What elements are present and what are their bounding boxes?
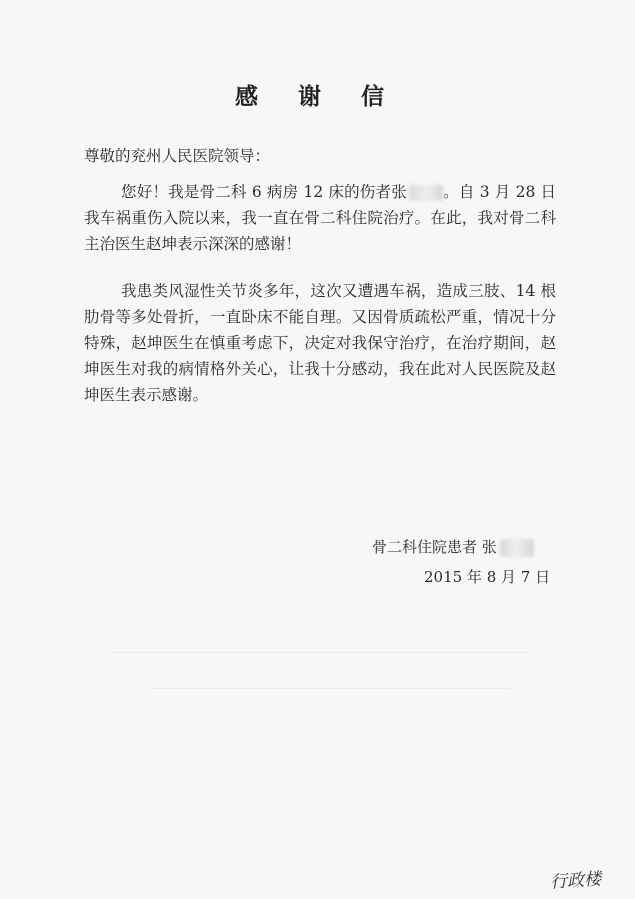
signature-line — [372, 536, 534, 557]
salutation: 尊敬的兖州人民医院领导： — [84, 147, 271, 165]
paragraph-1 — [84, 179, 556, 257]
paragraph-2: 我患类风湿性关节炎多年，这次又遭遇车祸，造成三肢、14 根肋骨等多处骨折，一直卧床不能自理。又因骨质疏松严重，情况十分特殊，赵坤医生在慎重考虑下，决定对我保守治疗，在治疗期间，赵坤医生对我的病情格外关心，让我十分感动，我在此对人民医院及赵坤医生表示感谢。 — [84, 282, 556, 404]
paragraph-1-text-end: 。自 3 月 28 日我车祸重伤入院以来，我一直在骨二科住院治疗。在此，我对骨二科主治医生赵坤表示深深的感谢！ — [84, 183, 556, 253]
signer-label: 骨二科住院患者 张 — [372, 538, 497, 556]
letter-title: 感 谢 信 — [234, 83, 400, 110]
redacted-signer-name — [500, 539, 534, 557]
handwritten-note: 行政楼 — [549, 869, 602, 893]
scan-noise-line — [110, 652, 530, 653]
paragraph-1-text-start: 您好！我是骨二科 6 病房 12 床的伤者张 — [121, 183, 407, 201]
letter-date: 2015 年 8 月 7 日 — [424, 568, 551, 586]
scan-noise-line — [150, 688, 510, 689]
redacted-name — [409, 185, 443, 201]
